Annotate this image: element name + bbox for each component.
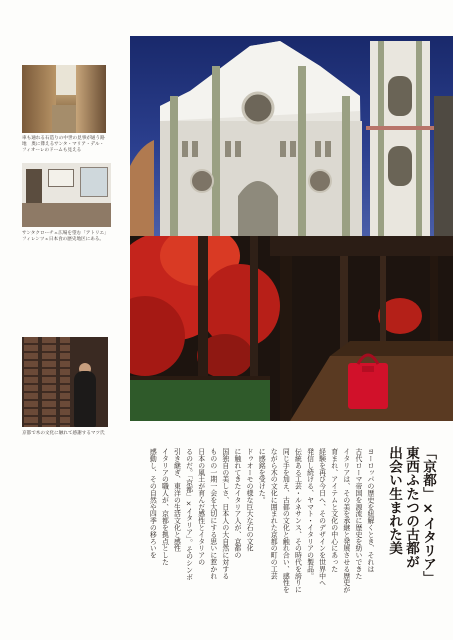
body-line: イタリアは、その美を承継と発展させる歴史が <box>341 448 350 593</box>
kyoto-caption: 京都で木の文化に触れて感謝するマツ氏 <box>22 431 105 436</box>
street-caption: 車も通れる石造りの中世の見事が通う路地 奥に聳えるサンタ・マリア・デル・フィオーレのドームも見える <box>22 136 105 154</box>
body-line: 発信し続ける、ヤマト・イタリアの製品。 <box>305 448 314 580</box>
body-line: に感銘を受けた。 <box>257 448 266 504</box>
body-line: ものの一期一会を大切にする思いに惹かれ <box>208 448 217 580</box>
body-line: 国独自の美しさ、日本人の大自然に対する <box>220 448 229 580</box>
street-photo <box>22 65 106 133</box>
cathedral-illustration <box>130 36 453 236</box>
body-line: ヨーロッパの歴史を紐解くとき、それは <box>366 448 374 573</box>
body-line: 日本の風土が育んだ感性とイタリアの <box>196 448 205 566</box>
kyoto-garden-photo <box>130 236 453 421</box>
garden-illustration <box>130 236 453 421</box>
article-body <box>144 448 376 623</box>
body-line: 同じ手を加え、古都の文化と触れ合い、感性を <box>281 448 290 593</box>
florence-cathedral-photo <box>130 36 453 236</box>
article-title <box>376 446 436 616</box>
body-line: 伝統ある工芸・ルネサンス、その時代を誇りに <box>293 448 302 593</box>
kyoto-portrait-photo <box>22 337 108 427</box>
shop-caption: サンタクローチェ広場を望む「アトリエ」フィレンツェ日本食の歴史地区にある。 <box>22 231 109 243</box>
shop-interior-photo <box>22 163 111 227</box>
body-line: ながら木の文化に囲まれた京都の町の工芸 <box>269 448 278 580</box>
body-line: 育まれ、アイテムと文化の中心にあった <box>329 448 338 573</box>
body-line: 感動し、その自然や四季の移ろいを <box>148 448 157 559</box>
body-line: に触れてきたイタリア人が、京都の <box>232 448 241 559</box>
body-line: 古代ローマ帝国を源流に歴史を紡いできた <box>353 448 362 580</box>
body-line: 引き継ぎ、東洋の生活文化と感性 <box>172 448 181 552</box>
title-line: 東西ふたつの古都が <box>403 446 419 569</box>
title-line: 出会い生まれた美 <box>386 446 402 555</box>
body-line: ドゥオーモの様な巨大な石の文化 <box>245 448 254 552</box>
body-line: るのだ。「京都」×イタリア」。そのシンボ <box>184 448 193 581</box>
body-line: イタリアの職人が、京都を拠点とした <box>160 448 169 566</box>
body-line: 経験を再び今日へ、そのデザインを世界中へ <box>317 448 326 586</box>
title-line: 「京都」×イタリア」 <box>420 446 436 585</box>
